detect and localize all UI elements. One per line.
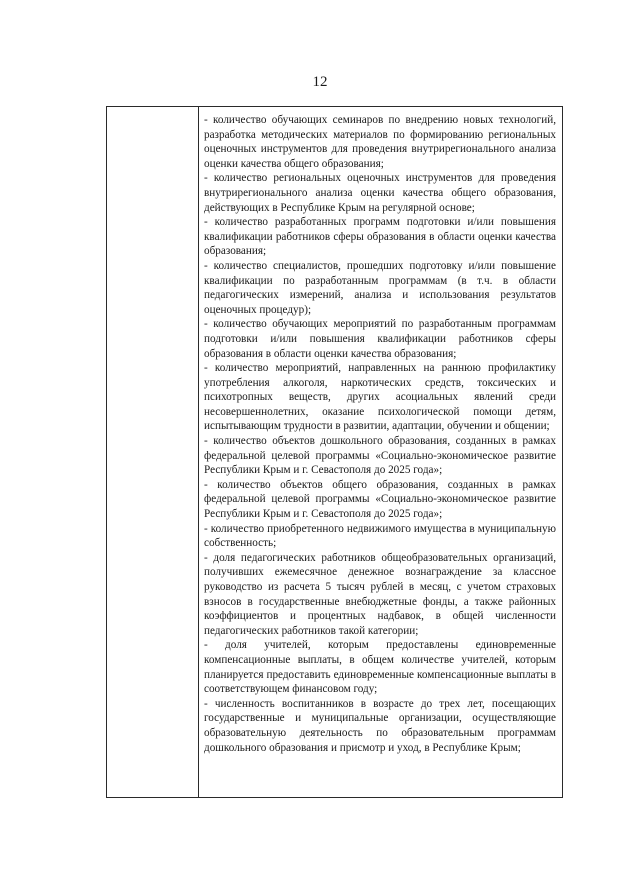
indicator-item: - количество обучающих мероприятий по разработанным программам подготовки и/или повышения квалификации работников сферы образования в области оценки качества образования;: [204, 318, 556, 360]
table-right-cell: [204, 113, 556, 755]
indicator-item: - доля учителей, которым предоставлены единовременные компенсационные выплаты, в общем количестве учителей, которым планируется предоставить единовременные компенсационные выплаты в соответствующем финансовом году;: [204, 639, 556, 696]
table-left-cell: [107, 107, 198, 797]
column-divider: [198, 107, 199, 797]
indicator-item: - количество обучающих семинаров по внедрению новых технологий, разработка методических материалов по формированию региональных оценочных инструментов для проведения внутрирегионального анализа оценки качества общего образования;: [204, 114, 556, 170]
page-number: 12: [312, 74, 328, 90]
indicator-item: - численность воспитанников в возрасте до трех лет, посещающих государственные и муниципальные организации, осуществляющие образовательную деятельность по образовательным программам дошкольного образования и присмотр и уход, в Республике Крым;: [204, 697, 556, 754]
indicator-table: [106, 106, 563, 798]
indicator-item: - количество мероприятий, направленных на раннюю профилактику употребления алкоголя, наркотических средств, токсических и психотропных веществ, других асоциальных явлений среди несовершеннолетних, оказание психологической помощи детям, испытывающим трудности в развитии, адаптации, обучении и общении;: [204, 362, 556, 433]
indicator-item: - количество объектов дошкольного образования, созданных в рамках федеральной целевой программы «Социально-экономическое развитие Республики Крым и г. Севастополя до 2025 года»;: [204, 435, 556, 477]
indicator-item: - количество объектов общего образования, созданных в рамках федеральной целевой программы «Социально-экономическое развитие Республики Крым и г. Севастополя до 2025 года»;: [204, 478, 556, 521]
indicator-item: - количество разработанных программ подготовки и/или повышения квалификации работников сферы образования в области оценки качества образования;: [204, 216, 556, 258]
indicator-item: - количество региональных оценочных инструментов для проведения внутрирегионального анализа оценки качества общего образования, действующих в Республике Крым на регулярной основе;: [204, 172, 556, 214]
indicator-item: - количество специалистов, прошедших подготовку и/или повышение квалификации по разработанным программам (в т.ч. в области педагогических измерений, анализа и использования результатов оценочных процедур);: [204, 259, 556, 316]
indicator-item: - количество приобретенного недвижимого имущества в муниципальную собственность;: [204, 522, 556, 550]
indicator-item: - доля педагогических работников общеобразовательных организаций, получивших ежемесячное денежное вознаграждение за классное руководство из расчета 5 тысяч рублей в месяц, с учетом страховых взносов в государственные внебюджетные фонды, а также районных коэффициентов и процентных надбавок, в общей численности педагогических работников такой категории;: [204, 551, 556, 637]
